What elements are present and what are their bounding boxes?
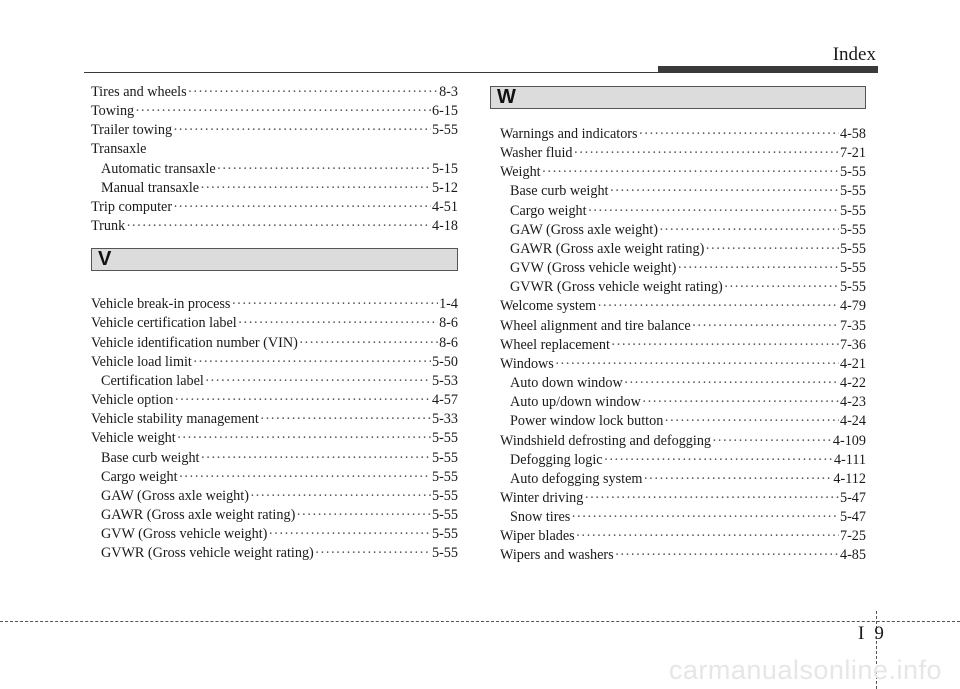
index-subentry: [91, 487, 458, 506]
index-subentry: [500, 508, 866, 527]
entry-text: Vehicle weight: [91, 430, 176, 447]
entry-leader-dots: [705, 240, 839, 259]
entry-text: GVWR (Gross vehicle weight rating): [510, 279, 723, 296]
entry-leader-dots: [126, 217, 431, 236]
entry-text: GVW (Gross vehicle weight): [510, 260, 677, 277]
entry-leader-dots: [610, 182, 839, 201]
entry-page-ref: 1-4: [439, 296, 458, 313]
entry-page-ref: 5-15: [431, 160, 458, 177]
entry-leader-dots: [268, 525, 431, 544]
entry-leader-dots: [712, 432, 832, 451]
entry-leader-dots: [659, 221, 839, 240]
entry-text: Manual transaxle: [101, 179, 200, 196]
entry-leader-dots: [588, 202, 839, 221]
index-entry: [91, 410, 458, 429]
entry-page-ref: 5-55: [431, 545, 458, 562]
index-entry: [91, 198, 458, 217]
index-entry: [91, 314, 458, 333]
entry-leader-dots: [724, 278, 839, 297]
entry-leader-dots: [260, 410, 431, 429]
entry-page-ref: 7-35: [839, 317, 866, 334]
entry-page-ref: 7-25: [839, 528, 866, 545]
entry-text: Wipers and washers: [500, 547, 614, 564]
index-subentry: [91, 468, 458, 487]
entry-page-ref: 5-55: [839, 260, 866, 277]
index-entry: [91, 391, 458, 410]
entry-leader-dots: [135, 102, 431, 121]
entry-text: Warnings and indicators: [500, 126, 638, 142]
entry-text: Auto down window: [510, 375, 623, 392]
entry-text: Wheel alignment and tire balance: [500, 317, 691, 334]
entry-page-ref: 4-23: [839, 394, 866, 411]
index-entry: [500, 144, 866, 163]
entry-text: Cargo weight: [510, 202, 587, 219]
entry-leader-dots: [611, 336, 839, 355]
entry-text: GAW (Gross axle weight): [101, 487, 249, 504]
header-rule: [84, 72, 878, 73]
entry-page-ref: 5-50: [431, 353, 458, 370]
entry-leader-dots: [604, 451, 833, 470]
index-subentry: [500, 202, 866, 221]
entry-text: Auto defogging system: [510, 470, 643, 487]
entry-leader-dots: [677, 259, 839, 278]
entry-page-ref: 4-57: [431, 392, 458, 409]
index-subentry: [500, 470, 866, 489]
index-subentry: [91, 525, 458, 544]
entry-text: Automatic transaxle: [101, 160, 216, 177]
entry-leader-dots: [542, 163, 839, 182]
entry-page-ref: 5-55: [839, 221, 866, 238]
entry-page-ref: 5-47: [839, 509, 866, 526]
entry-text: Trunk: [91, 218, 126, 235]
entry-page-ref: 8-6: [439, 334, 458, 351]
entry-text: GVW (Gross vehicle weight): [101, 526, 268, 543]
entry-leader-dots: [179, 468, 431, 487]
entry-page-ref: 5-12: [431, 179, 458, 196]
entry-text: Base curb weight: [510, 183, 609, 200]
entry-text: GAWR (Gross axle weight rating): [510, 240, 705, 257]
entry-page-ref: 4-51: [431, 198, 458, 215]
index-subentry: [91, 544, 458, 563]
entry-leader-dots: [597, 297, 839, 316]
entry-page-ref: 5-55: [431, 526, 458, 543]
entry-page-ref: 8-3: [439, 84, 458, 100]
entries-v: [91, 295, 458, 563]
index-subentry: [500, 240, 866, 259]
entry-page-ref: 8-6: [439, 315, 458, 332]
watermark: carmanualsonline.info: [668, 655, 942, 685]
entry-page-ref: 4-18: [431, 218, 458, 235]
entry-leader-dots: [642, 393, 839, 412]
index-entry: [91, 217, 458, 236]
entry-text: Washer fluid: [500, 145, 573, 162]
entry-page-ref: 5-55: [431, 487, 458, 504]
index-entry: [500, 336, 866, 355]
entry-leader-dots: [574, 144, 839, 163]
index-subentry: [500, 374, 866, 393]
entry-page-ref: 5-55: [839, 240, 866, 257]
index-entry: [91, 102, 458, 121]
entry-leader-dots: [296, 506, 431, 525]
entry-page-ref: 5-55: [431, 468, 458, 485]
index-subentry: [500, 393, 866, 412]
entry-page-ref: 5-55: [431, 430, 458, 447]
entry-text: Welcome system: [500, 298, 597, 315]
index-subentry: [91, 449, 458, 468]
index-entry: [91, 121, 458, 140]
page-number: [858, 623, 884, 645]
entries-t: [91, 83, 458, 236]
entry-leader-dots: [173, 121, 431, 140]
entry-leader-dots: [200, 179, 431, 198]
entry-leader-dots: [584, 489, 839, 508]
entry-page-ref: 5-55: [839, 164, 866, 181]
entry-text: Vehicle option: [91, 392, 174, 409]
index-entry: [500, 125, 866, 144]
index-subentry: [91, 506, 458, 525]
index-entry: [500, 297, 866, 316]
entry-page-ref: 4-109: [832, 432, 866, 449]
index-column-left: [91, 83, 458, 563]
index-entry: [91, 429, 458, 448]
entry-text: Auto up/down window: [510, 394, 641, 411]
entry-page-ref: 5-55: [431, 449, 458, 466]
entry-leader-dots: [201, 449, 431, 468]
entry-leader-dots: [615, 546, 839, 565]
entry-text: Vehicle certification label: [91, 315, 237, 332]
entry-leader-dots: [174, 391, 431, 410]
entry-leader-dots: [643, 470, 832, 489]
entry-page-ref: 4-21: [839, 355, 866, 372]
index-subentry: [91, 372, 458, 391]
entry-text: Windshield defrosting and defogging: [500, 432, 712, 449]
entry-page-ref: 5-33: [431, 411, 458, 428]
entry-text: GAW (Gross axle weight): [510, 221, 658, 238]
page-section: I: [858, 623, 865, 644]
entry-leader-dots: [315, 544, 431, 563]
entry-leader-dots: [238, 314, 438, 333]
entry-leader-dots: [624, 374, 839, 393]
entry-leader-dots: [571, 508, 839, 527]
entry-leader-dots: [193, 353, 431, 372]
index-entry: [91, 83, 458, 102]
entry-page-ref: 5-55: [839, 202, 866, 219]
entry-leader-dots: [217, 160, 431, 179]
entry-text: Trip computer: [91, 198, 173, 215]
entry-text: Weight: [500, 164, 541, 181]
entry-text: Windows: [500, 355, 554, 372]
entry-text: Cargo weight: [101, 468, 178, 485]
index-entry: [500, 527, 866, 546]
entry-leader-dots: [664, 412, 839, 431]
entry-text: Wheel replacement: [500, 336, 610, 353]
index-subentry: [91, 179, 458, 198]
entry-page-ref: 4-85: [839, 547, 866, 564]
entry-text: Vehicle break-in process: [91, 296, 231, 313]
entry-leader-dots: [555, 355, 839, 374]
entry-text: Vehicle stability management: [91, 411, 259, 428]
index-subentry: [500, 412, 866, 431]
entry-text: Defogging logic: [510, 451, 603, 468]
index-subentry: [500, 278, 866, 297]
entry-text: Tires and wheels: [91, 84, 187, 100]
entry-text: Winter driving: [500, 489, 584, 506]
entry-text: Wiper blades: [500, 528, 575, 545]
entry-text: Trailer towing: [91, 122, 173, 139]
entry-leader-dots: [639, 125, 839, 144]
entry-page-ref: 5-53: [431, 372, 458, 389]
entry-page-ref: 4-24: [839, 413, 866, 430]
entry-page-ref: 5-47: [839, 489, 866, 506]
entry-text: Base curb weight: [101, 449, 200, 466]
entry-leader-dots: [576, 527, 839, 546]
entry-text: Vehicle load limit: [91, 353, 192, 370]
index-subentry: [500, 221, 866, 240]
index-subentry: [500, 259, 866, 278]
entry-leader-dots: [205, 372, 431, 391]
entry-text: Certification label: [101, 372, 204, 389]
entry-page-ref: 5-55: [431, 122, 458, 139]
section-letter-w: W: [490, 86, 866, 109]
entry-leader-dots: [250, 487, 431, 506]
entry-page-ref: 5-55: [839, 279, 866, 296]
index-entry: [91, 295, 458, 314]
page-title: Index: [832, 44, 876, 65]
entry-leader-dots: [231, 295, 438, 314]
page-number-value: 9: [874, 623, 884, 644]
entry-page-ref: 4-79: [839, 298, 866, 315]
entry-page-ref: 7-36: [839, 336, 866, 353]
entry-page-ref: 7-21: [839, 145, 866, 162]
index-subentry: [91, 160, 458, 179]
footer-dashed-rule: [0, 621, 960, 622]
index-entry: [91, 353, 458, 372]
entry-page-ref: 6-15: [431, 103, 458, 120]
section-letter-v: V: [91, 248, 458, 271]
entry-text: Transaxle: [91, 141, 147, 158]
entries-w: [500, 125, 866, 566]
entry-text: GAWR (Gross axle weight rating): [101, 506, 296, 523]
index-column-right: [500, 125, 866, 566]
index-entry: [500, 489, 866, 508]
entry-text: Snow tires: [510, 509, 571, 526]
index-entry: [500, 163, 866, 182]
entry-leader-dots: [188, 83, 438, 102]
entry-leader-dots: [299, 334, 438, 353]
index-entry: [500, 546, 866, 565]
entry-leader-dots: [692, 317, 839, 336]
index-entry: [500, 355, 866, 374]
index-entry: [500, 317, 866, 336]
entry-page-ref: 4-112: [833, 470, 866, 487]
index-entry: [91, 334, 458, 353]
entry-page-ref: 5-55: [431, 506, 458, 523]
entry-text: GVWR (Gross vehicle weight rating): [101, 545, 314, 562]
index-entry: [91, 140, 458, 159]
entry-page-ref: 4-111: [833, 451, 866, 468]
index-subentry: [500, 182, 866, 201]
entry-page-ref: 5-55: [839, 183, 866, 200]
entry-text: Towing: [91, 103, 135, 120]
index-subentry: [500, 451, 866, 470]
entry-leader-dots: [177, 429, 431, 448]
entry-text: Power window lock button: [510, 413, 664, 430]
entry-leader-dots: [173, 198, 431, 217]
entry-text: Vehicle identification number (VIN): [91, 334, 298, 351]
index-entry: [500, 432, 866, 451]
entry-page-ref: 4-22: [839, 375, 866, 392]
entry-page-ref: 4-58: [839, 126, 866, 142]
